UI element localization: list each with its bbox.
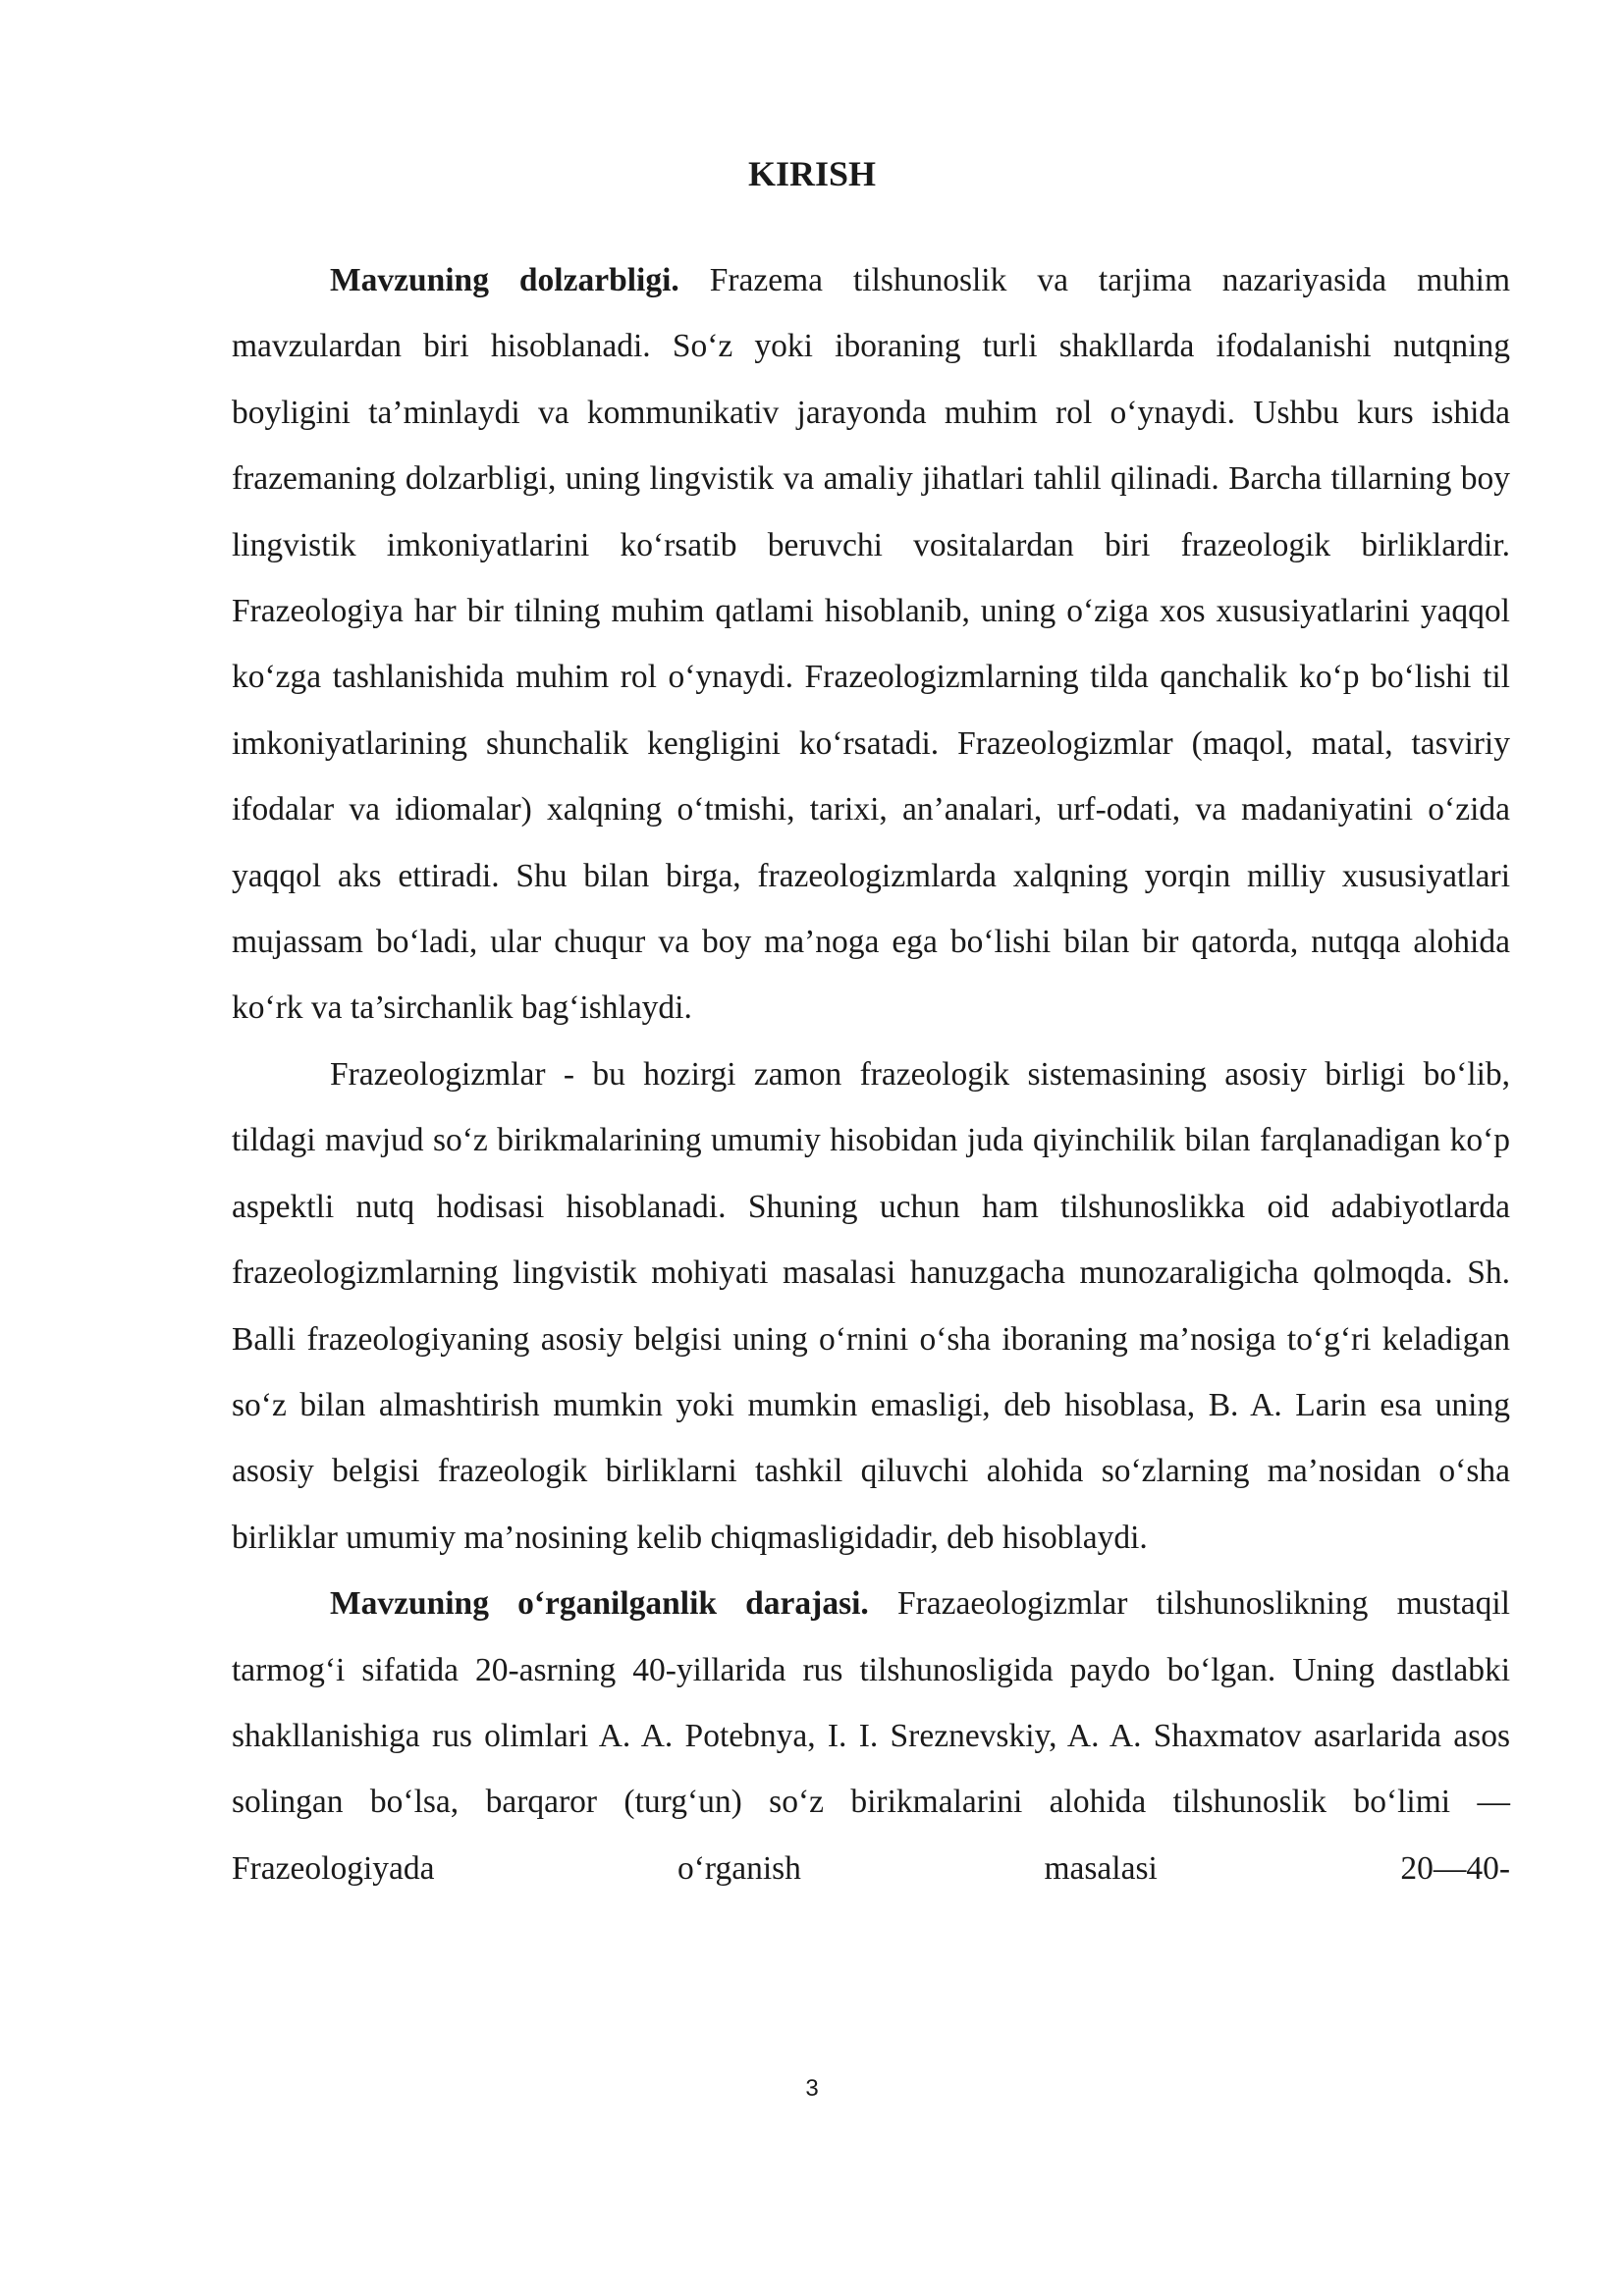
paragraph-study-level <box>232 1571 1510 1901</box>
body-text <box>232 247 1510 1901</box>
paragraph-lead-bold: Mavzuning dolzarbligi. <box>330 262 679 298</box>
section-heading: KIRISH <box>747 154 877 193</box>
paragraph-text: Frazaeologizmlar tilshunoslikning mustaqil tarmog‘i sifatida 20-asrning 40-yillarida rus tilshunosligida paydo bo‘lgan. Uning dastlabki shakllanishiga rus olimlari A. A. Potebnya, I. I. Sreznevskiy, A. A. Shaxmatov asarlarida asos solingan bo‘lsa, barqaror (turg‘un) so‘z birikmalarini alohida tilshunoslik bo‘limi — Frazeologiyada o‘rganish masalasi 20—40- <box>232 1585 1510 1887</box>
paragraph-phraseologisms <box>232 1041 1510 1571</box>
paragraph-relevance <box>232 247 1510 1041</box>
page-number: 3 <box>805 2075 819 2102</box>
paragraph-lead-bold: Mavzuning o‘rganilganlik darajasi. <box>330 1585 869 1623</box>
paragraph-text: Frazema tilshunoslik va tarjima nazariyasida muhim mavzulardan biri hisoblanadi. So‘z yoki iboraning turli shakllarda ifodalanishi nutqning boyligini ta’minlaydi va kommunikativ jarayonda muhim rol o‘ynaydi. Ushbu kurs ishida frazemaning dolzarbligi, uning lingvistik va amaliy jihatlari tahlil qilinadi. Barcha tillarning boy lingvistik imkoniyatlarini ko‘rsatib beruvchi vositalardan biri frazeologik birliklardir. Frazeologiya har bir tilning muhim qatlami hisoblanib, uning o‘ziga xos xususiyatlarini yaqqol ko‘zga tashlanishida muhim rol o‘ynaydi. Frazeologizmlarning tilda qanchalik ko‘p bo‘lishi til imkoniyatlarining shunchalik kengligini ko‘rsatadi. Frazeologizmlar (maqol, matal, tasviriy ifodalar va idiomalar) xalqning o‘tmishi, tarixi, an’analari, urf-odati, va madaniyatini o‘zida yaqqol aks ettiradi. Shu bilan birga, frazeologizmlarda xalqning yorqin milliy xususiyatlari mujassam bo‘ladi, ular chuqur va boy ma’noga ega bo‘lishi bilan bir qatorda, nutqqa alohida ko‘rk va ta’sirchanlik bag‘ishlaydi. <box>232 262 1511 1027</box>
paragraph-text: Frazeologizmlar - bu hozirgi zamon frazeologik sistemasining asosiy birligi bo‘lib, tildagi mavjud so‘z birikmalarining umumiy hisobidan juda qiyinchilik bilan farqlanadigan ko‘p aspektli nutq hodisasi hisoblanadi. Shuning uchun ham tilshunoslikka oid adabiyotlarda frazeologizmlarning lingvistik mohiyati masalasi hanuzgacha munozaraligicha qolmoqda. Sh. Balli frazeologiyaning asosiy belgisi uning o‘rnini o‘sha iboraning ma’nosiga to‘g‘ri keladigan so‘z bilan almashtirish mumkin yoki mumkin emasligi, deb hisoblasa, B. A. Larin esa uning asosiy belgisi frazeologik birliklarni tashkil qiluvchi alohida so‘zlarning ma’nosidan o‘sha birliklar umumiy ma’nosining kelib chiqmasligidadir, deb hisoblaydi. <box>232 1055 1510 1556</box>
